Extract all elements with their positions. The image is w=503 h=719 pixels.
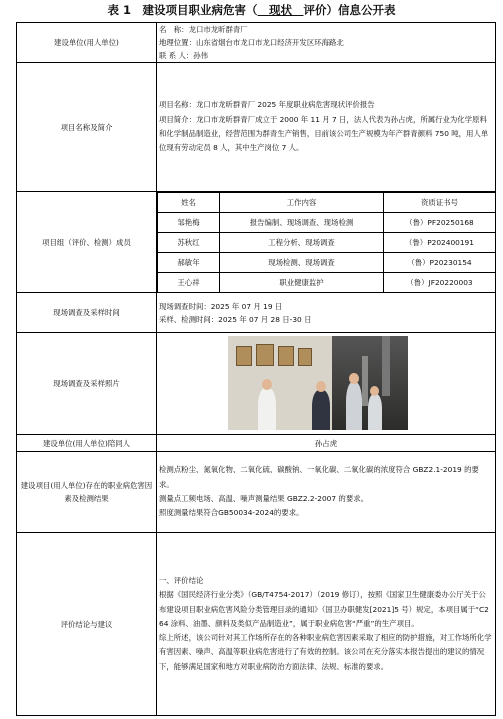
conclusion-info: [157, 533, 496, 716]
row-survey-time: [17, 293, 496, 333]
row-unit: [17, 23, 496, 63]
project-intro: 项目简介：龙口市龙昕群青厂成立于 2000 年 11 月 7 日，法人代表为孙占虎，所属行业为化学原料和化学制品制造业，经营范围为群青生产销售，目前该公司生产规模为年产群青颜料 750 吨，用人单位现有劳动定员 8 人，其中生产岗位 7 人。: [159, 114, 489, 153]
hazards-text-1: 检测点粉尘、氮氧化物、二氧化硫、碳酸钠、一氧化碳、二氧化碳的浓度符合 GBZ2.1-2019 的要求。: [159, 465, 479, 489]
unit-contact: 联 系 人：孙伟: [159, 51, 209, 60]
survey-time-info: [157, 293, 496, 333]
conclusion-label: 评价结论与建议: [17, 533, 157, 716]
team-header-work: 工作内容: [220, 193, 384, 213]
hazards-label: 建设项目(用人单位)存在的职业病危害因素及检测结果: [17, 452, 157, 533]
table-row: 王心祥 职业健康监护 （鲁）JF20220003: [158, 273, 496, 293]
row-project: [17, 63, 496, 192]
project-info: [157, 63, 496, 192]
status-underline: 现状: [269, 3, 292, 17]
team-header-name: 姓名: [158, 193, 220, 213]
unit-label: 建设单位(用人单位): [17, 23, 157, 63]
conclusion-para-1: 根据《国民经济行业分类》（GB/T4754-2017）（2019 修订），按照《国家卫生健康委办公厅关于公布建设项目职业病危害风险分类管理目录的通知》（国卫办职健发[2021]5 号）规定，本项目属于“C264 涂料、油墨、颜料及类似产品制造业”，属于职业病危害“严重”的生产项目。: [159, 590, 489, 628]
project-name: 项目名称：龙口市龙昕群青厂 2025 年度职业病危害现状评价报告: [159, 100, 375, 110]
conclusion-para-2: 综上所述，该公司针对其工作场所存在的各种职业病危害因素采取了相应的防护措施，对工作场所化学有害因素、噪声、高温等职业病危害进行了有效的控制。该公司在充分落实本报告提出的建议的情况下，能够满足国家和地方对职业病防治方面法律、法规、标准的要求。: [159, 633, 492, 671]
row-hazards: [17, 452, 496, 533]
sampling-date: 采样、检测时间：2025 年 07 月 28 日-30 日: [159, 314, 312, 324]
unit-info: [157, 23, 496, 63]
hazards-info: [157, 452, 496, 533]
accompany-label: 建设单位(用人单位)陪同人: [17, 435, 157, 452]
accompany-value: 孙占虎: [157, 435, 496, 452]
team-header-cert: 资质证书号: [384, 193, 496, 213]
info-table: [16, 22, 496, 716]
hazards-text-3: 照度测量结果符合GB50034-2024的要求。: [159, 508, 304, 518]
unit-address: 地理位置：山东省烟台市龙口市龙口经济开发区环海路北: [159, 38, 344, 47]
table-row: 苏秋红 工程分析、现场调查 （鲁）P202400191: [158, 233, 496, 253]
unit-name: 名 称：龙口市龙昕群青厂: [159, 25, 248, 34]
photos-label: 现场调查及采样照片: [17, 333, 157, 435]
team-header-row: [158, 193, 496, 213]
hazards-text-2: 测量点工频电场、高温、噪声测量结果 GBZ2.2-2007 的要求。: [159, 494, 368, 503]
team-table: [157, 192, 495, 292]
table-row: 邹艳梅 报告编制、现场调查、现场检测 （鲁）PF20250168: [158, 213, 496, 233]
site-photo: [228, 336, 408, 430]
photos-cell: [157, 333, 496, 435]
row-team: [17, 192, 496, 293]
page-title: 表 1 建设项目职业病危害（ 现状 评价）信息公开表: [107, 3, 396, 17]
row-conclusion: [17, 533, 496, 716]
row-photos: [17, 333, 496, 435]
survey-time-label: 现场调查及采样时间: [17, 293, 157, 333]
row-accompany: [17, 435, 496, 452]
survey-date: 现场调查时间：2025 年 07 月 19 日: [159, 301, 283, 311]
team-table-cell: [157, 192, 496, 293]
project-label: 项目名称及简介: [17, 63, 157, 192]
conclusion-heading: 一、评价结论: [159, 575, 204, 585]
team-label: 项目组（评价、检测）成员: [17, 192, 157, 293]
table-row: 郝敏年 现场检测、现场调查 （鲁）P20230154: [158, 253, 496, 273]
